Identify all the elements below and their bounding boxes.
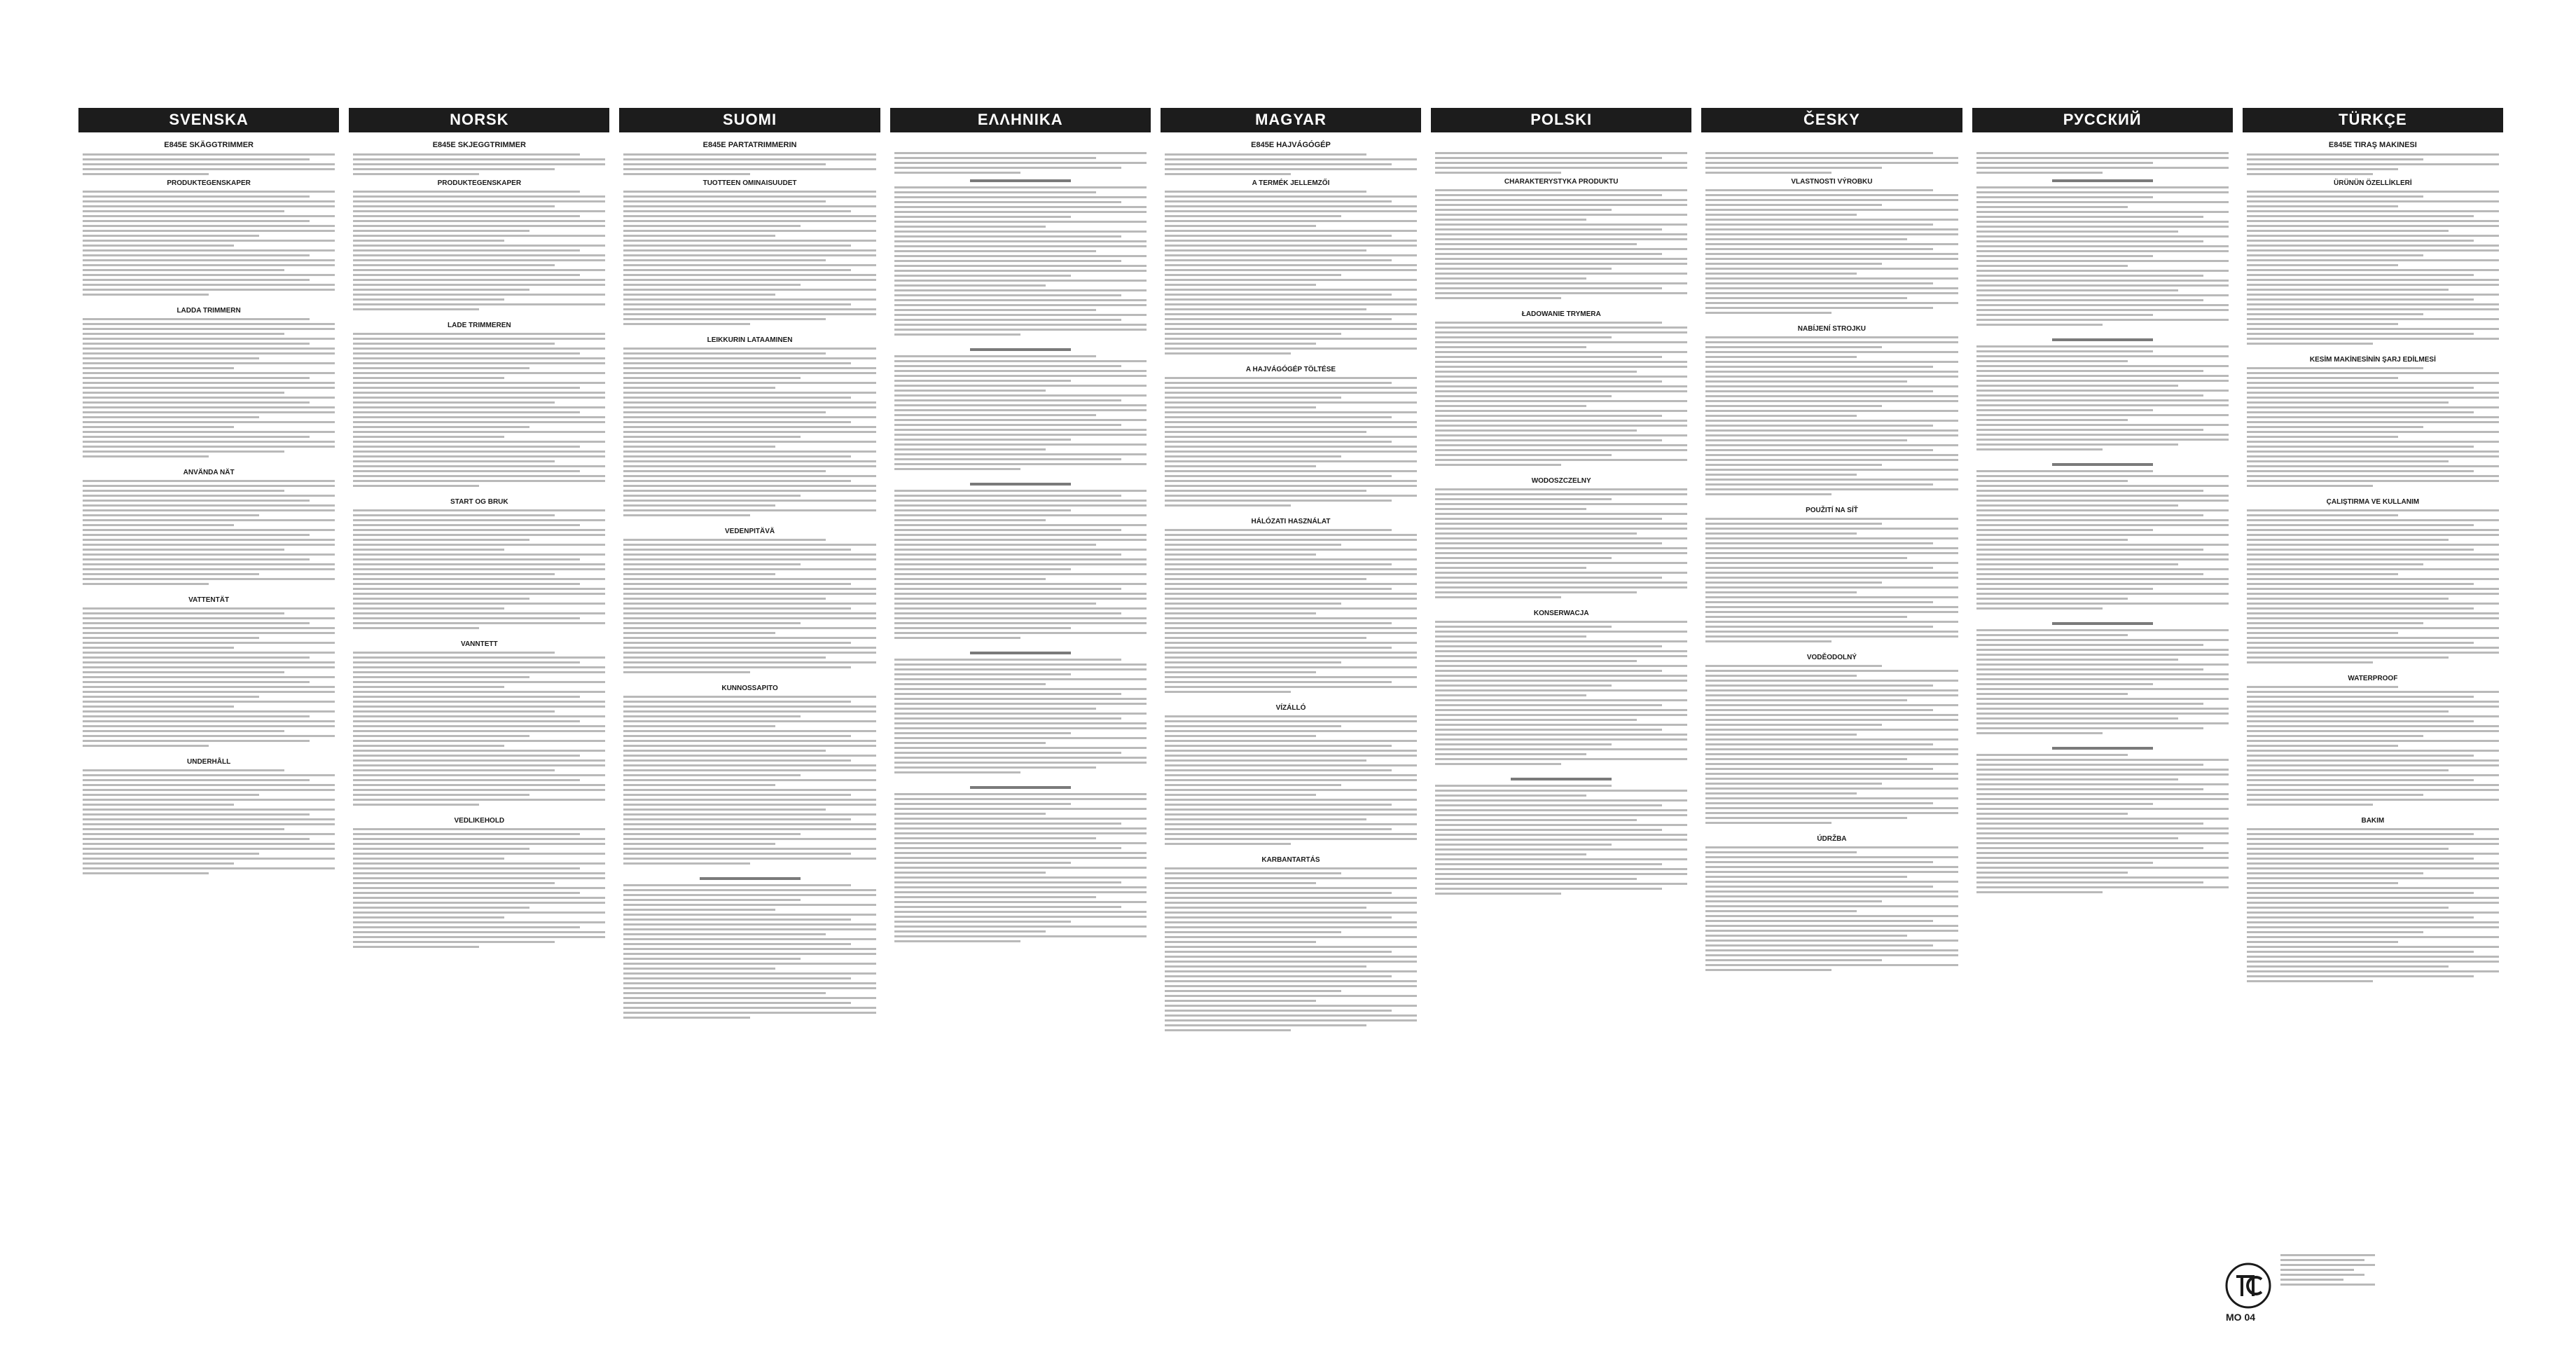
product-title-placeholder [1976, 141, 2229, 152]
section-heading: LADDA TRIMMERN [176, 307, 241, 315]
paragraph-placeholder [1165, 153, 1417, 175]
instruction-section [623, 175, 875, 325]
language-header: РУССКИЙ [1972, 108, 2233, 132]
language-header: ČESKY [1701, 108, 1962, 132]
section-heading-placeholder [700, 877, 801, 880]
instruction-section [83, 754, 335, 874]
paragraph-placeholder [1705, 336, 1958, 495]
language-column [1701, 108, 1962, 1362]
instruction-section [1705, 831, 1958, 971]
section-heading: A TERMÉK JELLEMZŐI [1252, 179, 1330, 187]
paragraph-placeholder [1165, 191, 1417, 355]
column-body [1161, 132, 1421, 1038]
section-heading: ANVÄNDA NÄT [183, 469, 235, 476]
instruction-section [1976, 617, 2229, 734]
section-heading: VLASTNOSTI VÝROBKU [1791, 178, 1873, 186]
instruction-section [353, 636, 605, 806]
section-heading-placeholder [1511, 778, 1612, 780]
instruction-section [1435, 605, 1687, 765]
section-heading: KONSERWACJA [1533, 610, 1589, 617]
paragraph-placeholder [83, 153, 335, 175]
language-header: MAGYAR [1161, 108, 1421, 132]
paragraph-placeholder [1435, 488, 1687, 598]
instruction-section [623, 523, 875, 673]
paragraph-placeholder [2247, 153, 2499, 175]
language-column [890, 108, 1151, 1362]
instruction-section [1705, 174, 1958, 314]
instruction-section [83, 465, 335, 585]
paragraph-placeholder [1435, 621, 1687, 765]
instruction-section [1435, 772, 1687, 895]
paragraph-placeholder [2247, 509, 2499, 663]
paragraph-placeholder [353, 191, 605, 310]
paragraph-placeholder [1165, 377, 1417, 507]
paragraph-placeholder [2247, 828, 2499, 982]
paragraph-placeholder [1435, 189, 1687, 299]
paragraph-placeholder [623, 884, 875, 1019]
product-title: E845E TIRAŞ MAKINESI [2328, 141, 2417, 149]
instruction-section [353, 494, 605, 629]
paragraph-placeholder [1705, 665, 1958, 824]
language-header: ΕΛΛΗΝΙΚΑ [890, 108, 1151, 132]
section-heading: VODĚODOLNÝ [1806, 654, 1857, 661]
paragraph-placeholder [1976, 470, 2229, 610]
paragraph-placeholder [83, 769, 335, 874]
paragraph-placeholder [353, 333, 605, 487]
section-heading: ÇALIŞTIRMA VE KULLANIM [2326, 498, 2420, 506]
paragraph-placeholder [894, 355, 1147, 470]
paragraph-placeholder [2247, 686, 2499, 806]
instruction-section [83, 592, 335, 747]
section-heading-placeholder [2052, 622, 2153, 625]
instruction-section [1976, 458, 2229, 610]
instruction-section [353, 317, 605, 487]
instruction-section [353, 813, 605, 948]
section-heading: BAKIM [2361, 817, 2385, 825]
instruction-section [1435, 473, 1687, 598]
paragraph-placeholder [83, 318, 335, 458]
instruction-section [894, 646, 1147, 773]
section-heading: NABÍJENÍ STROJKU [1797, 325, 1867, 333]
instruction-section [1705, 502, 1958, 642]
section-heading: VEDLIKEHOLD [454, 817, 505, 825]
instruction-section [1976, 174, 2229, 326]
paragraph-placeholder [623, 348, 875, 516]
instruction-section [894, 477, 1147, 639]
paragraph-placeholder [1705, 189, 1958, 314]
section-heading-placeholder [970, 348, 1071, 351]
paragraph-placeholder [1435, 152, 1687, 174]
certification-mark-icon [2224, 1261, 2273, 1310]
section-heading: VANNTETT [461, 640, 498, 648]
section-heading: WODOSZCZELNY [1531, 477, 1591, 485]
instruction-section [1705, 649, 1958, 824]
section-heading: HÁLÓZATI HASZNÁLAT [1251, 518, 1331, 525]
paragraph-placeholder [83, 607, 335, 747]
certification-label: MO 04 [2226, 1312, 2256, 1323]
language-column [349, 108, 609, 1362]
column-body [1972, 132, 2233, 900]
section-heading-placeholder [2052, 179, 2153, 182]
paragraph-placeholder [623, 153, 875, 175]
section-heading: ÜRÜNÜN ÖZELLİKLERİ [2334, 179, 2412, 187]
instruction-section [1165, 362, 1417, 507]
section-heading: LADE TRIMMEREN [448, 322, 511, 329]
paragraph-placeholder [623, 696, 875, 865]
section-heading-placeholder [970, 786, 1071, 789]
paragraph-placeholder [894, 793, 1147, 942]
importer-address-block [2280, 1254, 2385, 1286]
instruction-section [353, 175, 605, 310]
product-title: E845E PARTATRIMMERIN [702, 141, 797, 149]
paragraph-placeholder [1435, 785, 1687, 895]
instruction-section [2247, 175, 2499, 345]
instruction-section [623, 872, 875, 1019]
paragraph-placeholder [353, 652, 605, 806]
instruction-section [1165, 700, 1417, 845]
language-column [78, 108, 339, 1362]
instruction-section [2247, 352, 2499, 487]
section-heading: ŁADOWANIE TRYMERA [1521, 310, 1601, 318]
section-heading-placeholder [2052, 338, 2153, 341]
column-body [2243, 132, 2503, 989]
paragraph-placeholder [1165, 715, 1417, 845]
section-heading: VÍZÁLLÓ [1275, 704, 1306, 712]
paragraph-placeholder [894, 490, 1147, 639]
instruction-section [1165, 175, 1417, 355]
section-heading: START OG BRUK [450, 498, 508, 506]
instruction-section [1976, 333, 2229, 450]
paragraph-placeholder [1976, 186, 2229, 326]
section-heading: KUNNOSSAPITO [721, 684, 778, 692]
instruction-section [83, 175, 335, 296]
paragraph-placeholder [1976, 629, 2229, 734]
paragraph-placeholder [894, 152, 1147, 174]
paragraph-placeholder [894, 186, 1147, 336]
paragraph-placeholder [1165, 529, 1417, 693]
section-heading: A HAJVÁGÓGÉP TÖLTÉSE [1245, 366, 1336, 373]
paragraph-placeholder [83, 191, 335, 296]
paragraph-placeholder [623, 191, 875, 325]
section-heading: KESİM MAKİNESİNİN ŞARJ EDİLMESİ [2309, 356, 2436, 364]
instruction-section [2247, 494, 2499, 663]
section-heading: VEDENPITÄVÄ [724, 528, 775, 535]
language-header: POLSKI [1431, 108, 1691, 132]
paragraph-placeholder [1976, 345, 2229, 450]
instruction-section [2247, 670, 2499, 806]
paragraph-placeholder [623, 539, 875, 673]
column-body [890, 132, 1151, 949]
paragraph-placeholder [2247, 191, 2499, 345]
section-heading: CHARAKTERYSTYKA PRODUKTU [1504, 178, 1619, 186]
instruction-section [1435, 174, 1687, 299]
paragraph-placeholder [83, 480, 335, 585]
section-heading: ÚDRŽBA [1817, 835, 1847, 843]
section-heading: KARBANTARTÁS [1261, 856, 1320, 864]
column-body [1431, 132, 1691, 902]
product-title: E845E HAJVÁGÓGÉP [1251, 141, 1331, 149]
instruction-section [1705, 321, 1958, 495]
paragraph-placeholder [353, 828, 605, 948]
language-column [1161, 108, 1421, 1362]
language-header: SUOMI [619, 108, 880, 132]
language-header: NORSK [349, 108, 609, 132]
product-title: E845E SKJEGGTRIMMER [432, 141, 526, 149]
column-body [1701, 132, 1962, 978]
language-column [1431, 108, 1691, 1362]
instruction-section [623, 680, 875, 865]
language-column [619, 108, 880, 1362]
language-column [1972, 108, 2233, 1362]
product-title-placeholder [1435, 141, 1687, 152]
paragraph-placeholder [2247, 367, 2499, 487]
paragraph-placeholder [1165, 867, 1417, 1031]
section-heading: VATTENTÄT [188, 596, 230, 604]
paragraph-placeholder [353, 153, 605, 175]
section-heading: TUOTTEEN OMINAISUUDET [702, 179, 797, 187]
section-heading: PRODUKTEGENSKAPER [437, 179, 522, 187]
instruction-section [83, 303, 335, 458]
column-body [78, 132, 339, 881]
instruction-section [1165, 852, 1417, 1031]
section-heading: UNDERHÅLL [187, 758, 231, 766]
language-column [2243, 108, 2503, 1362]
paragraph-placeholder [1976, 152, 2229, 174]
language-header: SVENSKA [78, 108, 339, 132]
instruction-section [2247, 813, 2499, 982]
paragraph-placeholder [1705, 152, 1958, 174]
paragraph-placeholder [353, 509, 605, 629]
instruction-section [1976, 741, 2229, 893]
instruction-section [623, 332, 875, 516]
section-heading-placeholder [970, 652, 1071, 654]
language-header: TÜRKÇE [2243, 108, 2503, 132]
paragraph-placeholder [894, 659, 1147, 773]
product-title: E845E SKÄGGTRIMMER [164, 141, 254, 149]
product-title-placeholder [1705, 141, 1958, 152]
column-body [349, 132, 609, 955]
paragraph-placeholder [1976, 754, 2229, 893]
instruction-section [894, 343, 1147, 470]
section-heading-placeholder [2052, 747, 2153, 750]
instruction-section [1435, 306, 1687, 466]
instruction-section [894, 174, 1147, 336]
product-title-placeholder [894, 141, 1147, 152]
column-body [619, 132, 880, 1026]
section-heading: WATERPROOF [2348, 675, 2398, 682]
paragraph-placeholder [1705, 518, 1958, 642]
section-heading-placeholder [970, 483, 1071, 486]
section-heading-placeholder [970, 179, 1071, 182]
section-heading: POUŽITÍ NA SÍŤ [1806, 507, 1858, 514]
section-heading-placeholder [2052, 463, 2153, 466]
leaflet [78, 108, 2503, 1362]
instruction-section [1165, 514, 1417, 693]
paragraph-placeholder [1435, 322, 1687, 466]
section-heading: LEIKKURIN LATAAMINEN [707, 336, 793, 344]
paragraph-placeholder [1705, 846, 1958, 971]
section-heading: PRODUKTEGENSKAPER [167, 179, 251, 187]
instruction-section [894, 780, 1147, 942]
